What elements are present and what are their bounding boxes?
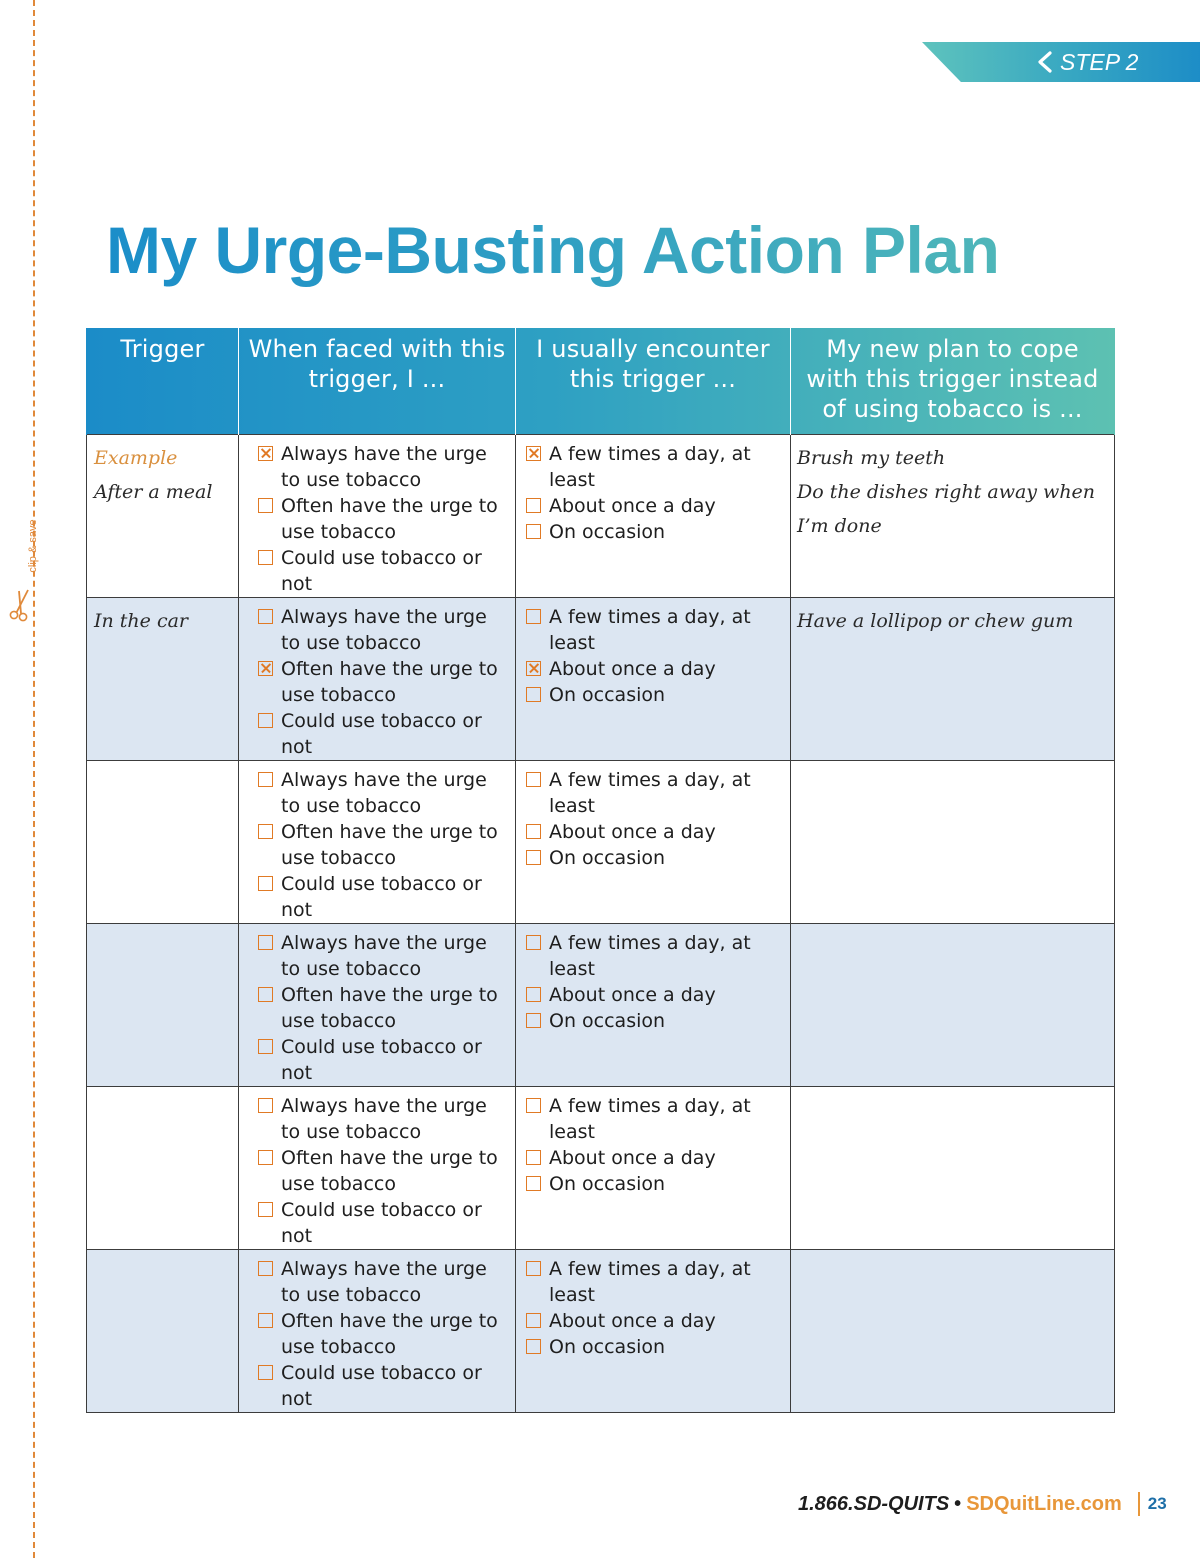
urge-option[interactable]	[245, 982, 509, 1034]
footer-divider	[1138, 1492, 1140, 1516]
urge-option[interactable]	[245, 767, 509, 819]
option-label: About once a day	[549, 657, 716, 680]
option-label: About once a day	[549, 1309, 716, 1332]
urge-option[interactable]	[245, 819, 509, 871]
option-label: On occasion	[549, 520, 666, 543]
trigger-text: After a meal	[94, 480, 213, 503]
checkbox[interactable]	[526, 1261, 541, 1276]
chevron-left-icon	[1036, 50, 1054, 74]
table-body	[87, 434, 1115, 1412]
urge-options-cell	[239, 597, 516, 760]
table-row	[87, 1249, 1115, 1412]
frequency-option[interactable]	[522, 493, 784, 519]
checkbox[interactable]	[526, 935, 541, 950]
option-label: Could use tobacco or not	[281, 1035, 482, 1084]
checkbox[interactable]	[526, 446, 541, 461]
page-title: My Urge-Busting Action Plan	[106, 213, 1000, 287]
checkbox[interactable]	[526, 498, 541, 513]
frequency-option[interactable]	[522, 604, 784, 656]
checkbox[interactable]	[526, 772, 541, 787]
plan-cell[interactable]	[791, 923, 1115, 1086]
header-response: When faced with this trigger, I ...	[239, 328, 516, 434]
urge-option[interactable]	[245, 493, 509, 545]
urge-options-cell	[239, 1086, 516, 1249]
page-number: 23	[1147, 1494, 1167, 1513]
table-row	[87, 434, 1115, 597]
option-label: Could use tobacco or not	[281, 1361, 482, 1410]
clip-dashed-line	[33, 0, 35, 1558]
trigger-cell[interactable]	[87, 923, 239, 1086]
trigger-cell[interactable]	[87, 1249, 239, 1412]
option-label: Often have the urge to use tobacco	[281, 983, 498, 1032]
footer	[798, 1488, 1167, 1520]
checkbox[interactable]	[258, 1202, 273, 1217]
plan-cell[interactable]	[791, 434, 1115, 597]
option-label: On occasion	[549, 1335, 666, 1358]
frequency-option[interactable]	[522, 845, 784, 871]
option-label: Could use tobacco or not	[281, 709, 482, 758]
footer-phone: 1.866.SD-QUITS	[798, 1492, 950, 1515]
option-label: Always have the urge to use tobacco	[281, 442, 487, 491]
checkbox[interactable]	[258, 987, 273, 1002]
frequency-option[interactable]	[522, 441, 784, 493]
option-label: A few times a day, at least	[549, 1257, 751, 1306]
option-label: About once a day	[549, 494, 716, 517]
plan-cell[interactable]	[791, 597, 1115, 760]
table-row	[87, 1086, 1115, 1249]
frequency-option[interactable]	[522, 1008, 784, 1034]
option-label: Could use tobacco or not	[281, 546, 482, 595]
option-label: A few times a day, at least	[549, 1094, 751, 1143]
option-label: Always have the urge to use tobacco	[281, 768, 487, 817]
urge-option[interactable]	[245, 1360, 509, 1412]
checkbox[interactable]	[258, 1365, 273, 1380]
urge-option[interactable]	[245, 1308, 509, 1360]
header-row	[87, 328, 1115, 434]
plan-text: Have a lollipop or chew gum	[797, 609, 1074, 632]
trigger-cell[interactable]	[87, 597, 239, 760]
checkbox[interactable]	[526, 661, 541, 676]
checkbox[interactable]	[526, 987, 541, 1002]
checkbox[interactable]	[258, 550, 273, 565]
frequency-option[interactable]	[522, 519, 784, 545]
checkbox[interactable]	[258, 661, 273, 676]
option-label: A few times a day, at least	[549, 768, 751, 817]
frequency-options-cell	[516, 597, 791, 760]
option-label: Always have the urge to use tobacco	[281, 931, 487, 980]
option-label: About once a day	[549, 983, 716, 1006]
option-label: Always have the urge to use tobacco	[281, 605, 487, 654]
frequency-options-cell	[516, 434, 791, 597]
trigger-cell[interactable]	[87, 1086, 239, 1249]
option-label: Could use tobacco or not	[281, 872, 482, 921]
frequency-option[interactable]	[522, 656, 784, 682]
frequency-option[interactable]	[522, 1256, 784, 1308]
scissors-icon	[8, 588, 34, 622]
urge-option[interactable]	[245, 1034, 509, 1086]
checkbox[interactable]	[526, 1150, 541, 1165]
header-trigger: Trigger	[87, 328, 239, 434]
checkbox[interactable]	[526, 1313, 541, 1328]
urge-option[interactable]	[245, 604, 509, 656]
urge-options-cell	[239, 760, 516, 923]
checkbox[interactable]	[526, 1098, 541, 1113]
urge-option[interactable]	[245, 1093, 509, 1145]
footer-website[interactable]: SDQuitLine.com	[966, 1492, 1122, 1515]
checkbox[interactable]	[258, 713, 273, 728]
frequency-option[interactable]	[522, 1334, 784, 1360]
checkbox[interactable]	[526, 824, 541, 839]
option-label: Always have the urge to use tobacco	[281, 1094, 487, 1143]
checkbox[interactable]	[258, 876, 273, 891]
table-row	[87, 760, 1115, 923]
table-row	[87, 597, 1115, 760]
header-plan: My new plan to cope with this trigger instead of using tobacco is ...	[791, 328, 1115, 434]
plan-text: I’m done	[797, 514, 882, 537]
option-label: On occasion	[549, 846, 666, 869]
option-label: On occasion	[549, 1009, 666, 1032]
checkbox[interactable]	[258, 1039, 273, 1054]
urge-option[interactable]	[245, 708, 509, 760]
plan-cell[interactable]	[791, 760, 1115, 923]
option-label: Often have the urge to use tobacco	[281, 494, 498, 543]
frequency-option[interactable]	[522, 1308, 784, 1334]
option-label: On occasion	[549, 683, 666, 706]
action-plan-table	[86, 328, 1115, 1413]
checkbox[interactable]	[258, 446, 273, 461]
checkbox[interactable]	[258, 1261, 273, 1276]
urge-options-cell	[239, 1249, 516, 1412]
option-label: Often have the urge to use tobacco	[281, 657, 498, 706]
urge-options-cell	[239, 434, 516, 597]
urge-option[interactable]	[245, 441, 509, 493]
trigger-cell[interactable]	[87, 760, 239, 923]
step-link[interactable]	[1036, 46, 1138, 78]
urge-option[interactable]	[245, 1197, 509, 1249]
option-label: On occasion	[549, 1172, 666, 1195]
option-label: Often have the urge to use tobacco	[281, 820, 498, 869]
option-label: Could use tobacco or not	[281, 1198, 482, 1247]
trigger-cell[interactable]	[87, 434, 239, 597]
frequency-options-cell	[516, 760, 791, 923]
plan-text: Do the dishes right away when	[797, 480, 1096, 503]
frequency-options-cell	[516, 923, 791, 1086]
header-frequency: I usually encounter this trigger ...	[516, 328, 791, 434]
table-row	[87, 923, 1115, 1086]
checkbox[interactable]	[258, 935, 273, 950]
plan-text: Brush my teeth	[797, 446, 946, 469]
urge-option[interactable]	[245, 871, 509, 923]
urge-option[interactable]	[245, 545, 509, 597]
footer-separator: •	[954, 1492, 962, 1515]
checkbox[interactable]	[526, 687, 541, 702]
step-label: STEP 2	[1060, 49, 1139, 75]
frequency-option[interactable]	[522, 982, 784, 1008]
clip-save-label: clip & save	[27, 519, 39, 573]
checkbox[interactable]	[526, 609, 541, 624]
frequency-options-cell	[516, 1249, 791, 1412]
checkbox[interactable]	[258, 1150, 273, 1165]
urge-option[interactable]	[245, 930, 509, 982]
frequency-option[interactable]	[522, 767, 784, 819]
option-label: About once a day	[549, 1146, 716, 1169]
example-label: Example	[94, 446, 178, 469]
option-label: About once a day	[549, 820, 716, 843]
plan-cell[interactable]	[791, 1249, 1115, 1412]
urge-options-cell	[239, 923, 516, 1086]
frequency-options-cell	[516, 1086, 791, 1249]
checkbox[interactable]	[526, 1013, 541, 1028]
trigger-text: In the car	[94, 609, 188, 632]
frequency-option[interactable]	[522, 1145, 784, 1171]
checkbox[interactable]	[258, 609, 273, 624]
checkbox[interactable]	[258, 824, 273, 839]
option-label: A few times a day, at least	[549, 605, 751, 654]
frequency-option[interactable]	[522, 682, 784, 708]
checkbox[interactable]	[526, 1176, 541, 1191]
checkbox[interactable]	[526, 1339, 541, 1354]
urge-option[interactable]	[245, 1256, 509, 1308]
checkbox[interactable]	[526, 524, 541, 539]
checkbox[interactable]	[258, 1098, 273, 1113]
frequency-option[interactable]	[522, 1093, 784, 1145]
frequency-option[interactable]	[522, 819, 784, 845]
urge-option[interactable]	[245, 656, 509, 708]
option-label: A few times a day, at least	[549, 931, 751, 980]
option-label: A few times a day, at least	[549, 442, 751, 491]
checkbox[interactable]	[526, 850, 541, 865]
frequency-option[interactable]	[522, 1171, 784, 1197]
option-label: Always have the urge to use tobacco	[281, 1257, 487, 1306]
table-header	[87, 328, 1115, 434]
frequency-option[interactable]	[522, 930, 784, 982]
checkbox[interactable]	[258, 498, 273, 513]
option-label: Often have the urge to use tobacco	[281, 1146, 498, 1195]
urge-option[interactable]	[245, 1145, 509, 1197]
checkbox[interactable]	[258, 772, 273, 787]
checkbox[interactable]	[258, 1313, 273, 1328]
plan-cell[interactable]	[791, 1086, 1115, 1249]
option-label: Often have the urge to use tobacco	[281, 1309, 498, 1358]
